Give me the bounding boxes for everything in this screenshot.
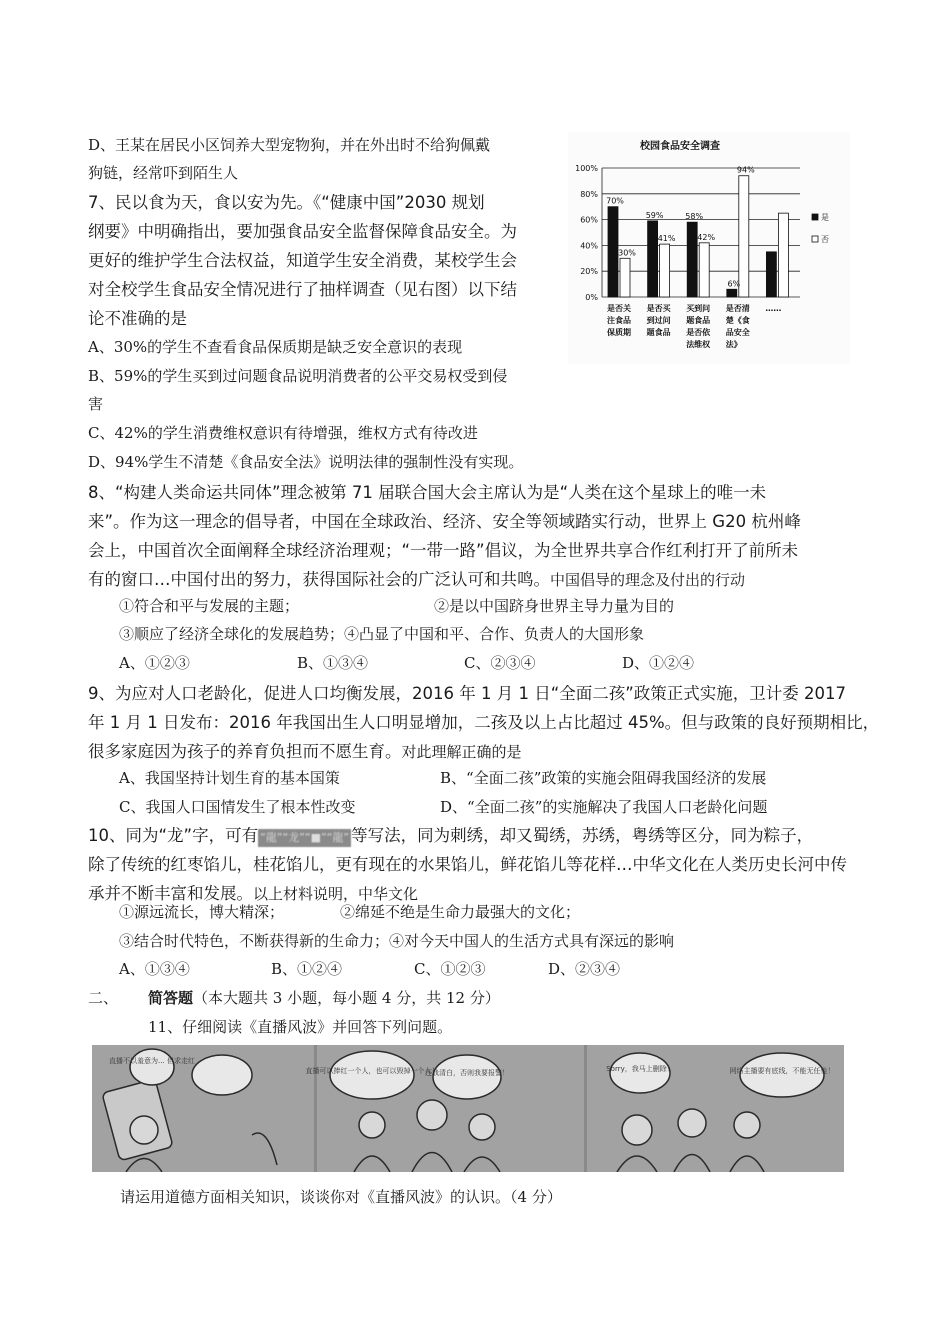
chart-bar-yes (608, 207, 618, 297)
q9-stem: 9、为应对人口老龄化，促进人口均衡发展，2016 年 1 月 1 日“全面二孩”政策正式实施，卫计委 2017 (88, 684, 847, 703)
q9-stem: 年 1 月 1 日发布：2016 年我国出生人口明显增加，二孩及以上占比超过 45%。但与政策的良好预期相比， (88, 713, 880, 732)
q11-prompt: 请运用道德方面相关知识，谈谈你对《直播风波》的认识。（4 分） (120, 1188, 562, 1206)
q10-option-d: D、②③④ (548, 960, 621, 978)
chart-ytick-label: 80% (580, 189, 598, 199)
chart-bar-yes (727, 289, 737, 297)
q8-option-d: D、①②④ (622, 654, 695, 672)
chart-category-label: 到过问 (646, 316, 671, 325)
chart-ytick-label: 40% (580, 241, 598, 251)
q6-option-d-line2: 狗链，经常吓到陌生人 (88, 164, 239, 182)
chart-svg (568, 132, 850, 364)
q8-statement-3-4: ③顺应了经济全球化的发展趋势；④凸显了中国和平、合作、负责人的大国形象 (119, 625, 645, 643)
comic-bubble-4: Sorry，我马上删除！ (606, 1065, 674, 1073)
chart-category-label: 法》 (725, 340, 742, 349)
q10-stem: 除了传统的红枣馅儿，桂花馅儿，更有现在的水果馅儿，鲜花馅儿等花样…中华文化在人类历史长河中传 (88, 855, 847, 874)
q7-option-d: D、94%学生不清楚《食品安全法》说明法律的强制性没有实现。 (88, 453, 524, 471)
chart-data-label: 70% (606, 196, 624, 206)
section-2-title: 简答题 (148, 989, 194, 1007)
q7-stem: 7、民以食为天，食以安为先。《“健康中国”2030 规划 (88, 193, 485, 212)
chart-bar-no (739, 176, 749, 297)
chart-legend-swatch-no (812, 236, 818, 242)
chart-ytick-label: 100% (575, 164, 598, 173)
chart-category-label: 买到问 (686, 304, 711, 313)
chart-category-label: 是否依 (686, 328, 711, 337)
q6-option-d-line1: D、王某在居民小区饲养大型宠物狗，并在外出时不给狗佩戴 (88, 136, 491, 154)
section-2-note: （本大题共 3 小题，每小题 4 分，共 12 分） (193, 989, 500, 1007)
q10-statement-2: ②绵延不绝是生命力最强大的文化； (340, 903, 581, 921)
q8-statement-2: ②是以中国跻身世界主导力量为目的 (434, 597, 675, 615)
chart-legend-label-no: 否 (821, 235, 829, 244)
q10-stem-start: 10、同为“龙”字，可有 (88, 826, 259, 845)
chart-category-label: 法维权 (686, 340, 711, 349)
chart-category-label: 保质期 (607, 328, 631, 337)
comic-bubble-2: 直播可以捧红一个人，也可以毁掉一个人！ (305, 1067, 439, 1075)
chart-category-label: …… (765, 304, 782, 313)
q10-stem-rest: 等写法，同为刺绣，却又蜀绣，苏绣，粤绣等区分，同为粽子， (351, 826, 814, 845)
q10-option-b: B、①②④ (271, 960, 343, 978)
chart-category-label: 题食品 (646, 328, 671, 337)
chart-bar-no (699, 243, 709, 297)
q7-stem: 纲要》中明确指出，要加强食品安全监督保障食品安全。为 (88, 222, 517, 241)
chart-ytick-label: 20% (580, 267, 598, 277)
q8-statement-1: ①符合和平与发展的主题； (119, 597, 300, 615)
q7-option-a: A、30%的学生不查看食品保质期是缺乏安全意识的表现 (88, 338, 463, 356)
chart-ytick-label: 0% (585, 293, 598, 302)
q7-option-b: B、59%的学生买到过问题食品说明消费者的公平交易权受到侵 (88, 367, 508, 385)
comic-bubble-3: 还我清白，否则我要报警！ (425, 1069, 509, 1077)
chart-category-label: 是否买 (646, 304, 671, 313)
chart-bar-no (778, 213, 788, 297)
section-2-heading (88, 987, 500, 1008)
q8-stem: 来”。作为这一理念的倡导者，中国在全球政治、经济、安全等领域踏实行动，世界上 G20 杭州峰 (88, 512, 801, 531)
food-safety-survey-chart (568, 132, 850, 364)
q10-statement-3-4: ③结合时代特色，不断获得新的生命力；④对今天中国人的生活方式具有深远的影响 (119, 932, 675, 950)
comic-bubble-5: 网络主播要有底线，不能无任性！ (729, 1067, 835, 1075)
chart-title: 校园食品安全调查 (640, 141, 720, 152)
q9-option-a: A、我国坚持计划生育的基本国策 (119, 769, 340, 787)
q9-stem-end (88, 738, 522, 762)
q8-stem-end (88, 566, 745, 590)
comic-strip-image (92, 1045, 844, 1172)
chart-category-label: 注食品 (607, 316, 631, 325)
chart-bar-yes (766, 252, 776, 297)
q7-option-c: C、42%的学生消费维权意识有待增强，维权方式有待改进 (88, 424, 478, 442)
dragon-glyphs-image: “龍”“龙”“■”“龍” (258, 829, 351, 847)
comic-bubble-1: 直播不以羞意为... 但求走红 (109, 1057, 195, 1065)
q10-option-a: A、①③④ (119, 960, 190, 978)
q10-stem-question: 以上材料说明，中华文化 (253, 885, 419, 903)
q9-stem-question: 对此理解正确的是 (401, 743, 522, 761)
q8-option-a: A、①②③ (119, 654, 190, 672)
section-2-number: 二、 (88, 989, 119, 1007)
q7-stem: 更好的维护学生合法权益，知道学生安全消费，某校学生会 (88, 251, 517, 270)
q8-stem: 会上，中国首次全面阐释全球经济治理观；“一带一路”倡议，为全世界共享合作红利打开了前所未 (88, 541, 799, 560)
q9-option-d: D、“全面二孩”的实施解决了我国人口老龄化问题 (440, 798, 768, 816)
chart-data-label: 30% (618, 248, 636, 258)
q8-stem-question: 中国倡导的理念及付出的行动 (550, 571, 746, 589)
chart-category-label: 品安全 (725, 328, 750, 337)
q11-stem: 11、仔细阅读《直播风波》并回答下列问题。 (148, 1018, 453, 1036)
q10-stem (88, 822, 813, 847)
chart-data-label: 41% (657, 234, 676, 244)
chart-data-label: 42% (697, 232, 716, 242)
q10-option-c: C、①②③ (414, 960, 486, 978)
chart-category-label: 楚《食 (725, 316, 750, 325)
chart-data-label: 59% (645, 210, 664, 220)
q7-option-b: 害 (88, 395, 104, 413)
chart-bar-yes (648, 221, 658, 297)
q7-stem: 对全校学生食品安全情况进行了抽样调查（见右图）以下结 (88, 280, 517, 299)
chart-category-label: 是否清 (725, 304, 750, 313)
chart-data-label: 58% (685, 212, 704, 222)
q9-option-c: C、我国人口国情发生了根本性改变 (119, 798, 356, 816)
q7-stem: 论不准确的是 (88, 309, 187, 328)
chart-ytick-label: 60% (580, 215, 598, 225)
q9-stem-bold: 很多家庭因为孩子的养育负担而不愿生育。 (88, 742, 402, 761)
q8-stem: 8、“构建人类命运共同体”理念被第 71 届联合国大会主席认为是“人类在这个星球上的唯一未 (88, 483, 767, 502)
q8-option-b: B、①③④ (297, 654, 369, 672)
chart-data-label: 6% (727, 279, 741, 289)
chart-category-label: 题食品 (686, 316, 711, 325)
chart-category-label: 是否关 (607, 304, 631, 313)
q10-statement-1: ①源远流长，博大精深； (119, 903, 285, 921)
q10-stem-bold: 承并不断丰富和发展。 (88, 884, 253, 903)
q8-stem-bold: 有的窗口…中国付出的努力，获得国际社会的广泛认可和共鸣。 (88, 570, 550, 589)
comic-strip-drawing (92, 1045, 844, 1172)
q8-option-c: C、②③④ (464, 654, 536, 672)
q9-option-b: B、“全面二孩”政策的实施会阻碍我国经济的发展 (440, 769, 767, 787)
chart-bar-no (620, 258, 630, 297)
chart-data-label: 94% (736, 165, 755, 175)
chart-legend-label-yes: 是 (821, 213, 829, 222)
chart-legend-swatch-yes (812, 214, 818, 220)
chart-bar-yes (687, 222, 697, 297)
chart-bar-no (660, 244, 670, 297)
